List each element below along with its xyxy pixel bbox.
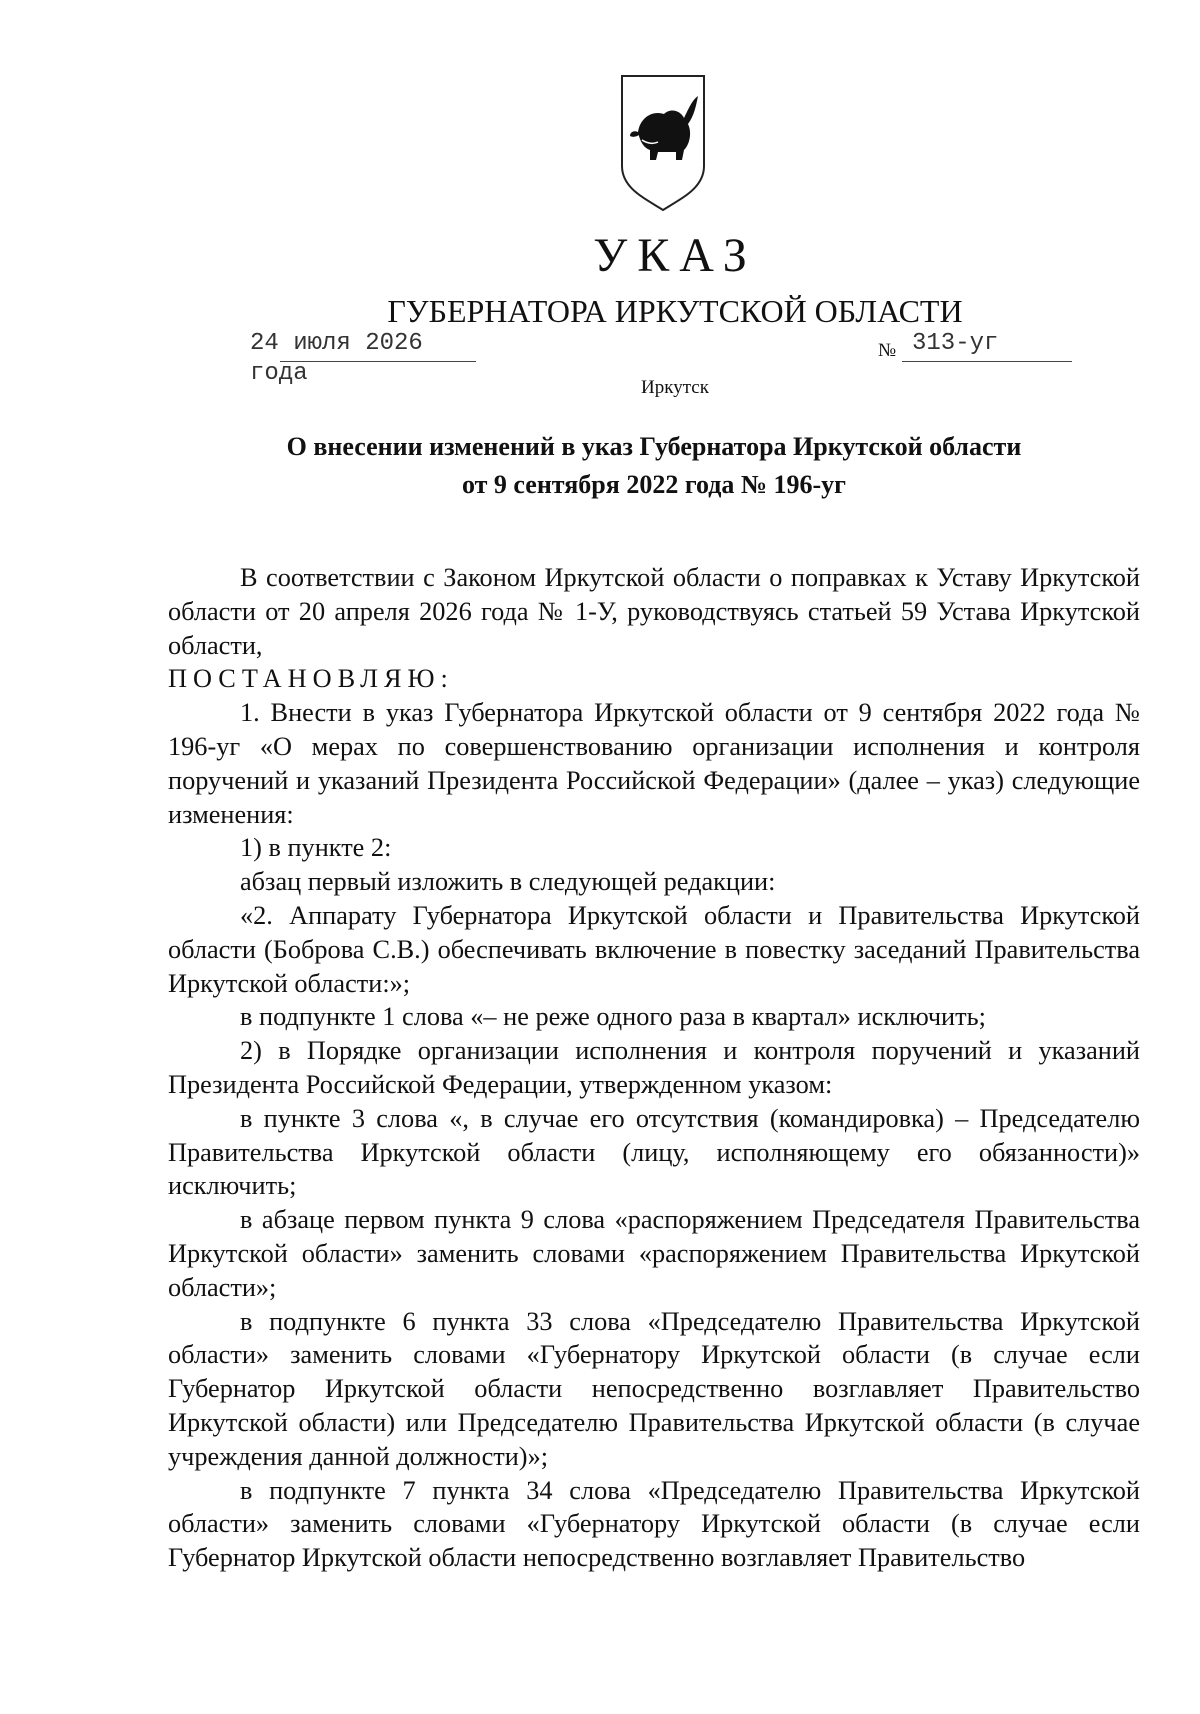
paragraph: «2. Аппарату Губернатора Иркутской области и Правительства Иркутской области (Боброва С.В.) обеспечивать включение в повестку заседаний Правительства Иркутской области:»; xyxy=(168,900,1140,998)
heading-line-2: от 9 сентября 2022 года № 196-уг xyxy=(462,470,846,499)
paragraph: в подпункте 7 пункта 34 слова «Председателю Правительства Иркутской области» заменить словами «Губернатору Иркутской области (в случае если Губернатор Иркутской области непосредственно возглавляет Правительство xyxy=(168,1475,1140,1573)
document-heading xyxy=(168,428,1140,504)
paragraph-preamble: В соответствии с Законом Иркутской области о поправках к Уставу Иркутской области от 20 апреля 2026 года № 1-У, руководствуясь статьей 59 Устава Иркутской области, xyxy=(168,563,1140,660)
paragraph-subitem-2: 2) в Порядке организации исполнения и контроля поручений и указаний Президента Российской Федерации, утвержденном указом: xyxy=(168,1036,1140,1099)
date-underline xyxy=(280,361,476,362)
paragraph: в пункте 3 слова «, в случае его отсутствия (командировка) – Председателю Правительства Иркутской области (лицу, исполняющему его обязанности)» исключить; xyxy=(168,1103,1140,1201)
document-city: Иркутск xyxy=(641,377,709,398)
document-subtitle: ГУБЕРНАТОРА ИРКУТСКОЙ ОБЛАСТИ xyxy=(387,293,963,329)
paragraph: в подпункте 1 слова «– не реже одного раза в квартал» исключить; xyxy=(240,1002,986,1032)
number-underline xyxy=(902,361,1072,362)
number-sign: № xyxy=(878,340,897,361)
paragraph-item-1: 1. Внести в указ Губернатора Иркутской области от 9 сентября 2022 года № 196-уг «О мерах по совершенствованию организации исполнения и контроля поручений и указаний Президента Российской Федерации» (далее – указ) следующие изменения: xyxy=(168,698,1140,829)
paragraph-subitem-1: 1) в пункте 2: xyxy=(240,833,392,863)
document-number: 313-уг xyxy=(912,330,999,357)
document-date: 24 июля 2026 года xyxy=(250,330,423,387)
paragraph-decree: ПОСТАНОВЛЯЮ: xyxy=(168,664,454,694)
document-title: УКАЗ xyxy=(593,229,757,282)
paragraph: абзац первый изложить в следующей редакции: xyxy=(240,867,776,897)
paragraph: в абзаце первом пункта 9 слова «распоряжением Председателя Правительства Иркутской области» заменить словами «распоряжением Правительства Иркутской области»; xyxy=(168,1205,1140,1302)
document-body xyxy=(168,561,1140,1575)
sable-with-sable-coat-of-arms-icon xyxy=(618,70,708,212)
paragraph: в подпункте 6 пункта 33 слова «Председателю Правительства Иркутской области» заменить словами «Губернатору Иркутской области (в случае если Губернатор Иркутской области непосредственно возглавляет Правительство Иркутской области) или Председателю Правительства Иркутской области (в случае учреждения данной должности)»; xyxy=(168,1306,1140,1471)
heading-line-1: О внесении изменений в указ Губернатора Иркутской области xyxy=(286,432,1022,461)
